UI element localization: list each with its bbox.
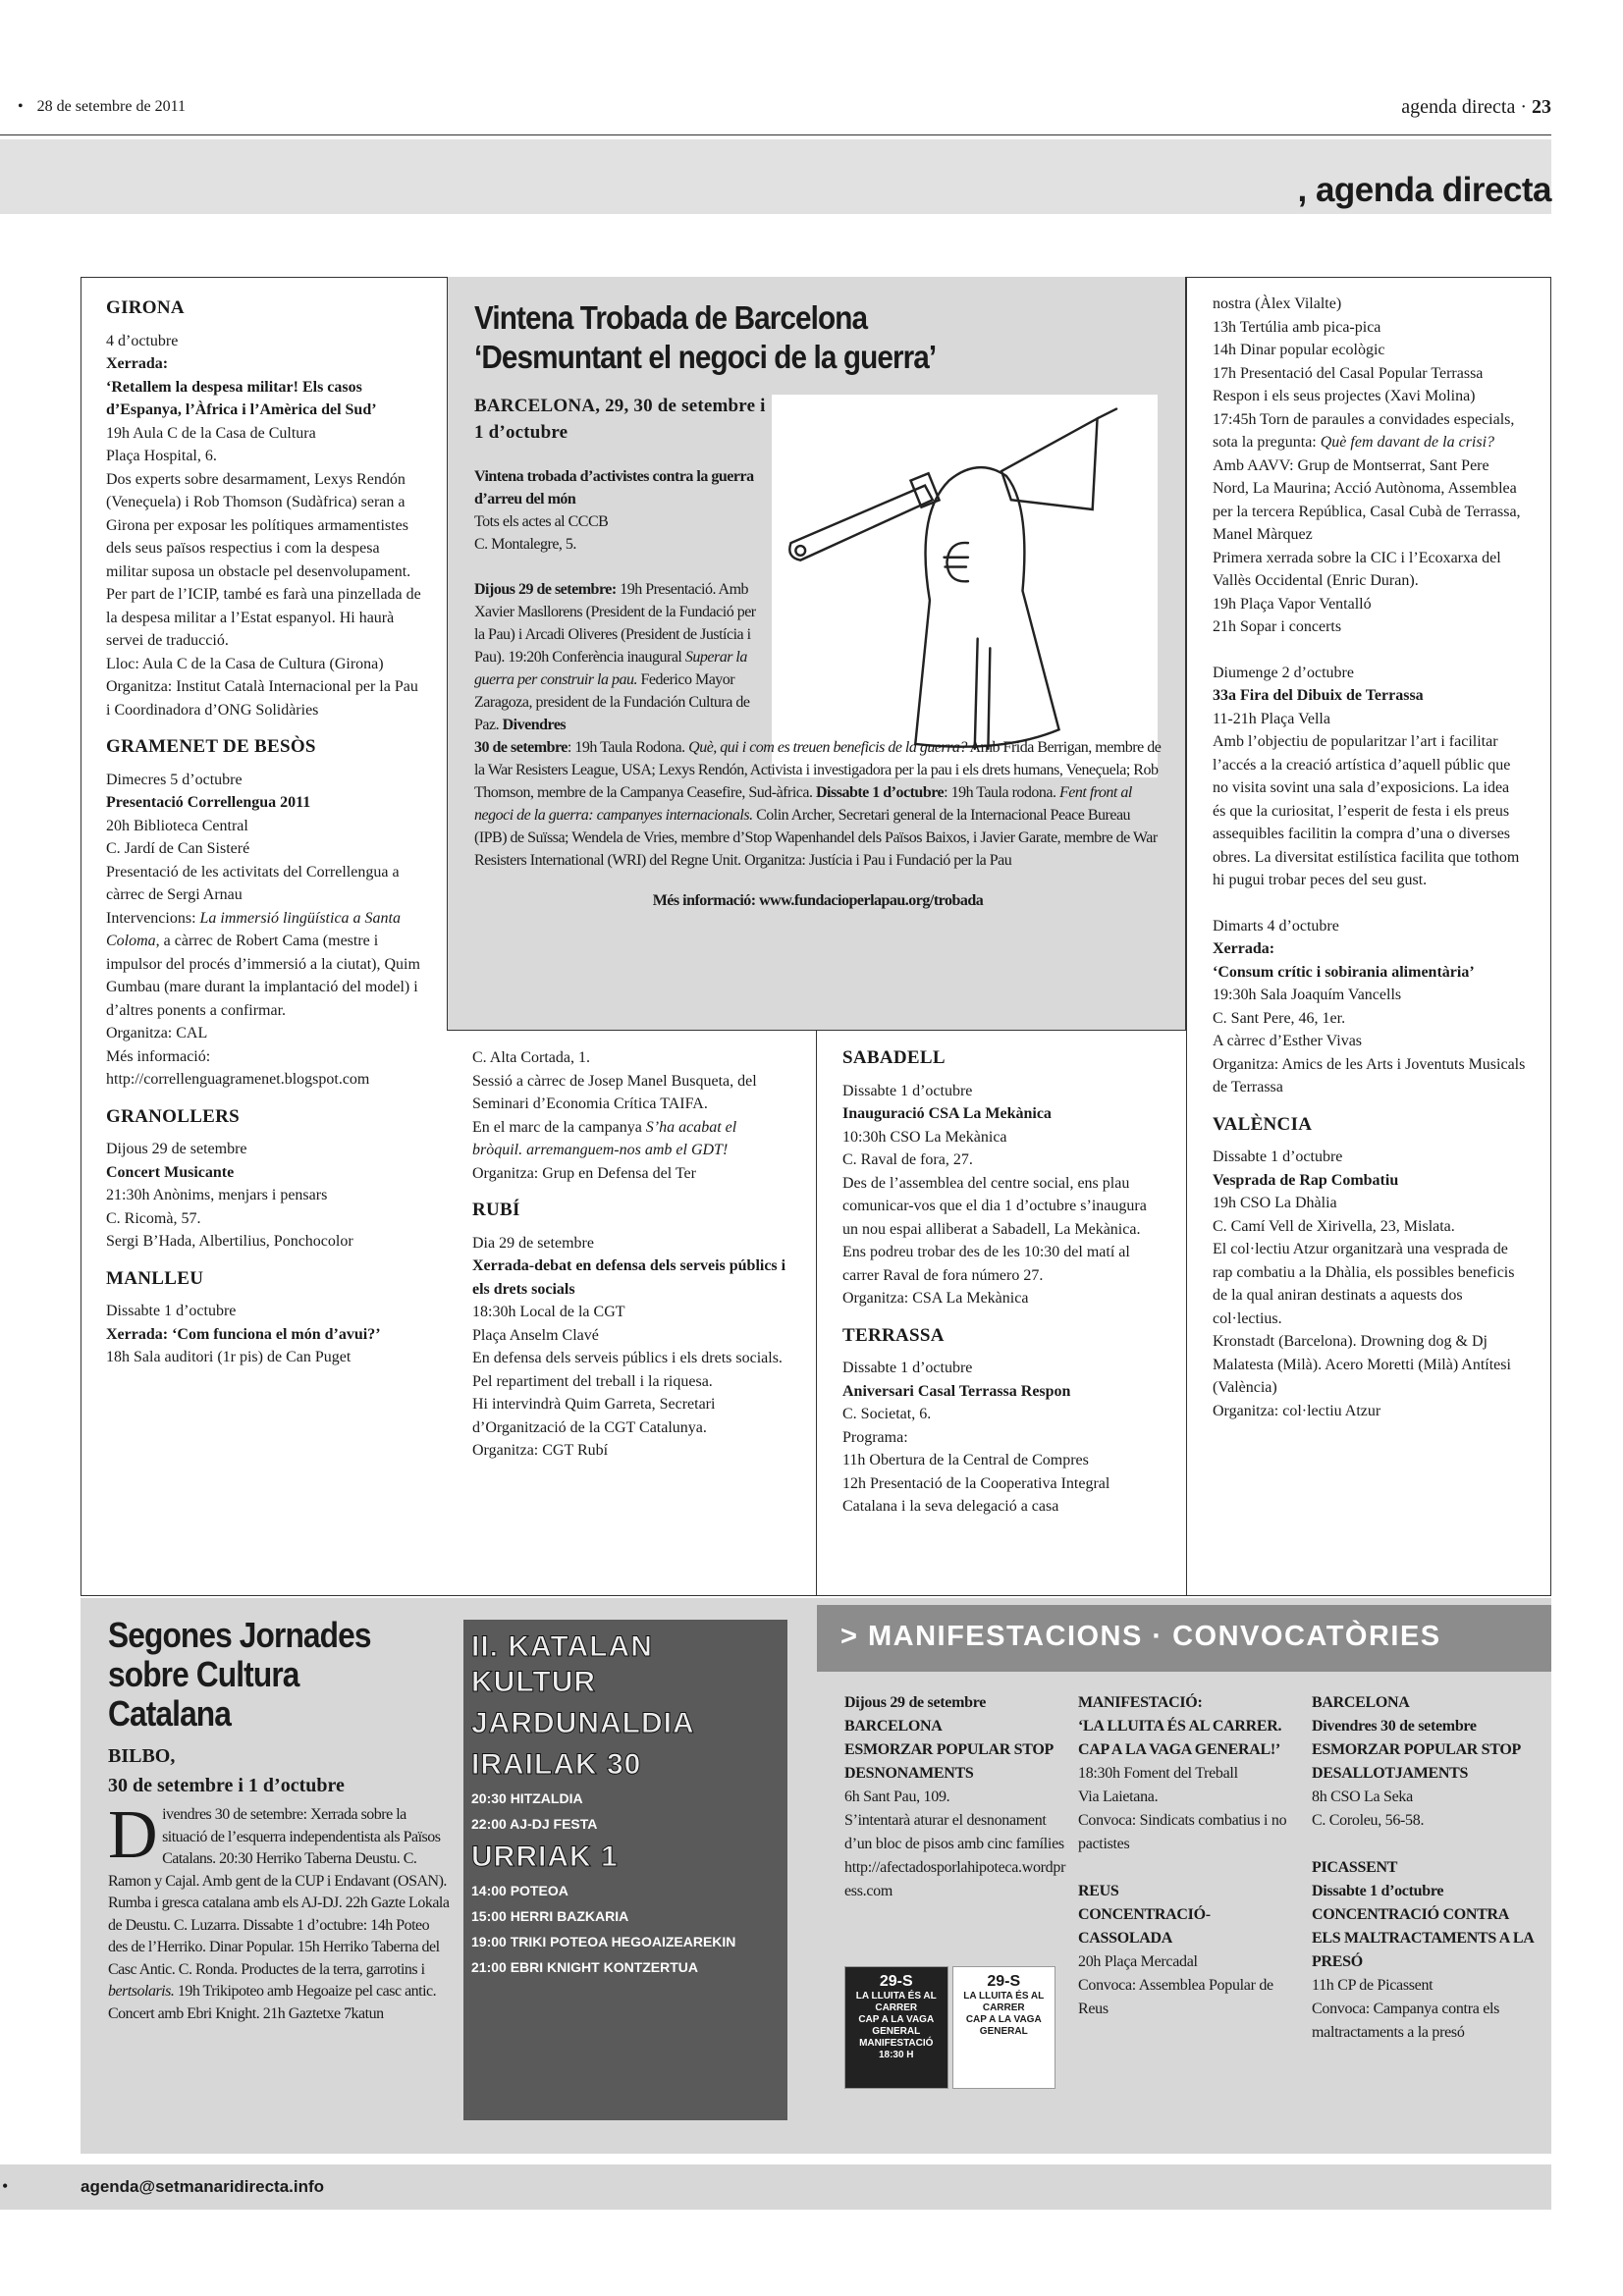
spacer <box>474 556 1162 578</box>
event-title: Xerrada: ‘Com funciona el món d’avui?’ <box>106 1325 381 1343</box>
event-title: Xerrada: <box>1213 940 1275 957</box>
text-line: 18:30h Local de la CGT <box>472 1304 625 1320</box>
text-line: Via Laietana. <box>1078 1789 1159 1805</box>
issue-date <box>18 98 186 116</box>
poster-text: 29-S <box>879 1973 913 1990</box>
feature-title-line-1: Vintena Trobada de Barcelona <box>474 299 868 336</box>
text-run: 19h Presentació. Amb Xavier Masllorens (President de la Fundació per la Pau) i Arcadi Oliveres (President de Justícia i Pau). 19:20h Conferència inaugural <box>474 581 756 666</box>
bilbo-body <box>108 1797 452 2025</box>
paragraph <box>106 907 421 1023</box>
text-run: En el marc de la campanya <box>472 1118 646 1136</box>
text-line: Amb l’objectiu de popularitzar l’art i facilitar l’accés a la creació artística d’aquell públic que no visita sovint una sala d’exposicions. La idea és que la curiositat, l’esperit de festa i els preus assequibles facilitin la compra d’una o diverses obres. La diversitat estilística facilita que tothom hi pugui trobar peces del seu gust. <box>1213 733 1520 888</box>
bullet-icon: • <box>18 98 24 115</box>
text-run: Superar la guerra per construir la pau. <box>474 649 747 688</box>
text-run: : 19h Taula Rodona. <box>567 739 689 756</box>
event-title: Inauguració CSA La Mekànica <box>842 1105 1052 1122</box>
text-line: C. Sant Pere, 46, 1er. <box>1213 1009 1346 1027</box>
poster-text: LA LLUITA ÉS AL CARRER <box>855 1991 937 2013</box>
poster-text: URRIAK 1 <box>471 1841 619 1873</box>
spacer <box>1213 892 1526 915</box>
text-line: C. Camí Vell de Xirivella, 23, Mislata. <box>1213 1217 1455 1235</box>
event-title: Xerrada: <box>106 355 169 372</box>
text-line: Dos experts sobre desarmament, Lexys Rendón (Veneçuela) i Rob Thomson (Sudàfrica) seran a Girona per exposar les polítiques armamentistes dels seus països respectius i com la despesa militar suposa un obstacle pel desenvolupament. Per part de l’ICIP, també es farà una pinzellada de la despesa militar a l’Estat espanyol. Hi haurà servei de traducció. <box>106 470 421 649</box>
header-rule <box>0 134 1551 135</box>
text-line: Des de l’assemblea del centre social, ens plau comunicar-vos que el dia 1 d’octubre s’inaugura un nou espai alliberat a Sabadell, La Mekànica. Ens podreu trobar des de les 10:30 del matí al carrer Raval de fora número 27. <box>842 1174 1147 1284</box>
text-line: 11h CP de Picassent <box>1312 1977 1434 1994</box>
text-line: 19h CSO La Dhàlia <box>1213 1195 1337 1211</box>
poster-29s-1 <box>844 1966 948 2089</box>
bilbo-title-line: sobre Cultura <box>108 1654 299 1694</box>
feature-body <box>474 465 1162 912</box>
text-line: Kronstadt (Barcelona). Drowning dog & Dj Malatesta (Milà). Acero Moretti (Milà) Antítesi (València) <box>1213 1333 1511 1396</box>
page-number: 23 <box>1532 96 1551 118</box>
text-run: 17:45h Torn de paraules a convidades especials, sota la pregunta: <box>1213 410 1515 451</box>
event-title: Xerrada-debat en defensa dels serveis públics i els drets socials <box>472 1257 786 1298</box>
text-line: 12h Presentació de la Cooperativa Integral Catalana i la seva delegació a casa <box>842 1474 1110 1515</box>
event-title: BARCELONA <box>844 1718 943 1735</box>
text-line: Dissabte 1 d’octubre <box>106 1303 237 1319</box>
text-line: C. Alta Cortada, 1. <box>472 1049 590 1066</box>
text-line: C. Montalegre, 5. <box>474 536 576 553</box>
text-line: Primera xerrada sobre la CIC i l’Ecoxarxa del Vallès Occidental (Enric Duran). <box>1213 549 1501 589</box>
event-title: CONCENTRACIÓ-CASSOLADA <box>1078 1906 1211 1947</box>
city-heading: SABADELL <box>842 1047 946 1068</box>
event-title: 33a Fira del Dibuix de Terrassa <box>1213 687 1424 704</box>
text-line: 14h Dinar popular ecològic <box>1213 342 1385 358</box>
feature-box <box>447 277 1186 1031</box>
text-run: Federico Mayor Zaragoza, president de la Fundación Cultura de Paz. <box>474 671 750 733</box>
event-title: Presentació Correllengua 2011 <box>106 794 311 811</box>
agenda-column-1 <box>81 277 447 1385</box>
text-line: Plaça Anselm Clavé <box>472 1326 599 1344</box>
text-line: 6h Sant Pau, 109. <box>844 1789 950 1805</box>
text-line: Organitza: CGT Rubí <box>472 1442 609 1459</box>
event-title: ESMORZAR POPULAR STOP DESNONAMENTS <box>844 1741 1054 1782</box>
text-line: Sessió a càrrec de Josep Manel Busqueta, del Seminari d’Economia Crítica TAIFA. <box>472 1072 757 1112</box>
text-line: nostra (Àlex Vilalte) <box>1213 295 1342 312</box>
event-title: PICASSENT <box>1312 1859 1398 1876</box>
spacer <box>1312 1833 1536 1856</box>
drop-cap: D <box>108 1797 158 1873</box>
poster-text: 29-S <box>987 1973 1021 1990</box>
paragraph <box>474 736 1162 872</box>
text-line: Organitza: CSA La Mekànica <box>842 1290 1029 1307</box>
more-info-link[interactable]: Més informació: www.fundacioperlapau.org/trobada <box>652 892 984 909</box>
event-title: BARCELONA <box>1312 1694 1410 1711</box>
text-line: Dissabte 1 d’octubre <box>1213 1148 1343 1165</box>
poster-text: LA LLUITA ÉS AL CARRER <box>963 1991 1045 2013</box>
poster-text: IRAILAK 30 <box>471 1748 642 1781</box>
text-line: 20h Plaça Mercadal <box>1078 1953 1198 1970</box>
poster-text: II. KATALAN KULTUR <box>471 1630 653 1698</box>
poster-text: CAP A LA VAGA GENERAL <box>858 2014 935 2037</box>
text-line: 11-21h Plaça Vella <box>1213 710 1330 727</box>
text-run: Dijous 29 de setembre: <box>474 581 617 598</box>
agenda-column-3 <box>817 1031 1186 1596</box>
text-line: Dimarts 4 d’octubre <box>1213 917 1339 934</box>
agenda-column-2 <box>447 1031 817 1596</box>
feature-subtitle: BARCELONA, 29, 30 de setembre i 1 d’octubre <box>474 396 766 443</box>
text-run: La immersió lingüística a Santa Coloma <box>106 909 401 949</box>
text-line: 21:30h Anònims, menjars i pensars <box>106 1187 328 1203</box>
manif-column-1 <box>844 1691 1068 1903</box>
event-title: ‘Consum crític i sobirania alimentària’ <box>1213 963 1475 981</box>
text-run: , a càrrec de Robert Cama (mestre i impulsor del procés d’immersió a la ciutat), Quim Gumbau (mare durant la implantació del model) i d’altres ponents a confirmar. <box>106 933 420 1019</box>
bilbo-text-italic: bertsolaris. <box>108 1983 175 2000</box>
text-line: Lloc: Aula C de la Casa de Cultura (Girona) <box>106 655 384 672</box>
text-line: C. Jardí de Can Sisteré <box>106 840 250 857</box>
text-run: : 19h Taula rodona. <box>944 784 1060 801</box>
text-line: 21h Sopar i concerts <box>1213 618 1342 635</box>
text-line: Organitza: col·lectiu Atzur <box>1213 1402 1381 1419</box>
event-title: Vesprada de Rap Combatiu <box>1213 1171 1399 1189</box>
city-heading: MANLLEU <box>106 1267 204 1289</box>
spacer <box>1078 1856 1302 1880</box>
bilbo-title-line: Segones Jornades <box>108 1615 371 1655</box>
poster-text: 14:00 POTEOA <box>471 1883 568 1898</box>
bilbo-title-line: Catalana <box>108 1693 232 1734</box>
event-title: Dijous 29 de setembre <box>844 1694 987 1711</box>
event-title: CONCENTRACIÓ CONTRA ELS MALTRACTAMENTS A LA PRESÓ <box>1312 1906 1534 1970</box>
text-line: Dissabte 1 d’octubre <box>842 1082 973 1099</box>
bullet-icon: • <box>2 2176 9 2196</box>
text-line: Organitza: CAL <box>106 1025 208 1041</box>
event-title: ESMORZAR POPULAR STOP DESALLOTJAMENTS <box>1312 1741 1521 1782</box>
bilbo-text-end: 19h Trikipoteo amb Hegoaize pel casc antic. Concert amb Ebri Knight. 21h Gaztetxe 7katun <box>108 1983 437 2022</box>
bilbo-place: BILBO, <box>108 1745 176 1767</box>
agenda-column-4 <box>1186 277 1551 1596</box>
poster-text: 20:30 HITZALDIA <box>471 1790 583 1806</box>
text-line: 4 d’octubre <box>106 332 179 349</box>
text-line: 18:30h Foment del Treball <box>1078 1765 1238 1782</box>
poster-text: CAP A LA VAGA GENERAL <box>965 2014 1042 2037</box>
text-run: Dissabte 1 d’octubre <box>815 784 945 801</box>
manif-column-3 <box>1312 1691 1536 2045</box>
city-heading: TERRASSA <box>842 1324 945 1346</box>
text-line: 17h Presentació del Casal Popular Terrassa Respon i els seus projectes (Xavi Molina) <box>1213 364 1484 404</box>
poster-text: JARDUNALDIA <box>471 1707 695 1739</box>
bilbo-text: ivendres 30 de setembre: Xerrada sobre la situació de l’esquerra independentista als Països Catalans. 20:30 Herriko Taberna Deustu. C. Ramon y Cajal. Amb gent de la CUP i Endavant (OSAN). Rumba i gresca catalana amb els AJ-DJ. 22h Gazte Lokala de Deustu. C. Luzarra. Dissabte 1 d’octubre: 14h Poteo des de l’Herriko. Dinar Popular. 15h Herriko Taberna del Casc Antic. C. Ronda. Productes de la terra, garrotins i <box>108 1806 450 1978</box>
text-line: Hi intervindrà Quim Garreta, Secretari d’Organització de la CGT Catalunya. <box>472 1396 716 1436</box>
text-line: Programa: <box>842 1428 908 1446</box>
text-line: 19:30h Sala Joaquím Vancells <box>1213 987 1402 1003</box>
text-line: Organitza: Grup en Defensa del Ter <box>472 1164 696 1182</box>
event-title: Divendres 30 de setembre <box>1312 1718 1477 1735</box>
bilbo-subtitle <box>108 1741 345 1800</box>
poster-text: MANIFESTACIÓ 18:30 H <box>859 2038 934 2060</box>
section-name: agenda directa <box>1401 96 1516 118</box>
event-title: ‘Retallem la despesa militar! Els casos d’Espanya, l’Àfrica i l’Amèrica del Sud’ <box>106 378 377 418</box>
text-line: El col·lectiu Atzur organitzarà una vesprada de rap combatiu a la Dhàlia, els possibles beneficis de la qual aniran destinats a aquests dos col·lectius. <box>1213 1241 1515 1327</box>
event-title: ‘LA LLUITA ÉS AL CARRER. CAP A LA VAGA GENERAL!’ <box>1078 1718 1282 1758</box>
text-line: 13h Tertúlia amb pica-pica <box>1213 318 1381 336</box>
text-run: Colin Archer, Secretari general de la Internacional Peace Bureau (IPB) de Suïssa; Wendela de Vries, membre d’Stop Wapenhandel dels Països Baixos, i Javier Garate, membre de War Resisters International (WRI) del Regne Unit. Organitza: Justícia i Pau i Fundació per la Pau <box>474 807 1158 869</box>
text-line: Més informació: http://correllenguagramenet.blogspot.com <box>106 1047 370 1088</box>
text-line: S’intentarà aturar el desnonament d’un bloc de pisos amb cinc famílies <box>844 1812 1064 1852</box>
feature-body-text <box>474 465 1162 872</box>
text-line: En defensa dels serveis públics i els drets socials. Pel repartiment del treball i la riquesa. <box>472 1350 783 1390</box>
text-line: Dia 29 de setembre <box>472 1234 594 1252</box>
text-line: Convoca: Sindicats combatius i no pactistes <box>1078 1812 1287 1852</box>
paragraph <box>474 578 764 736</box>
contact-email-link[interactable]: agenda@setmanaridirecta.info <box>81 2177 325 2196</box>
poster-text: 19:00 TRIKI POTEOA HEGOAIZEAREKIN <box>471 1934 736 1949</box>
event-title: REUS <box>1078 1883 1119 1899</box>
text-line: Organitza: Institut Català Internacional per la Pau i Coordinadora d’ONG Solidàries <box>106 678 418 719</box>
paragraph <box>1213 408 1526 454</box>
text-run: Què fem davant de la crisi? <box>1320 434 1495 451</box>
bilbo-dates: 30 de setembre i 1 d’octubre <box>108 1775 345 1796</box>
poster-text: 15:00 HERRI BAZKARIA <box>471 1908 629 1924</box>
text-run: 30 de setembre <box>474 739 568 756</box>
text-line: 10:30h CSO La Mekànica <box>842 1128 1007 1146</box>
city-heading: GRANOLLERS <box>106 1105 241 1127</box>
poster-text: 21:00 EBRI KNIGHT KONTZERTUA <box>471 1959 699 1975</box>
event-title: Concert Musicante <box>106 1163 235 1181</box>
event-title: MANIFESTACIÓ: <box>1078 1694 1203 1711</box>
text-line: C. Societat, 6. <box>842 1406 932 1422</box>
text-line: Diumenge 2 d’octubre <box>1213 664 1354 681</box>
text-line: 20h Biblioteca Central <box>106 817 248 834</box>
text-run: S’ha acabat el bròquil. arremanguem-nos amb el GDT! <box>472 1118 737 1158</box>
bottom-section <box>81 1598 1551 2154</box>
event-title: Vintena trobada d’activistes contra la guerra d’arreu del món <box>474 468 754 507</box>
feature-title-line-2: ‘Desmuntant el negoci de la guerra’ <box>474 339 937 375</box>
city-heading: GIRONA <box>106 297 185 318</box>
text-run: Què, qui i com es treuen beneficis de la guerra? <box>688 739 967 756</box>
footer-bar <box>0 2164 1551 2210</box>
manifestacions-header: > MANIFESTACIONS · CONVOCATÒRIES <box>817 1605 1551 1672</box>
event-title: Dissabte 1 d’octubre <box>1312 1883 1444 1899</box>
section-band <box>0 139 1551 214</box>
text-line: C. Ricomà, 57. <box>106 1209 201 1227</box>
text-line: 19h Plaça Vapor Ventalló <box>1213 595 1372 613</box>
event-title: Aniversari Casal Terrassa Respon <box>842 1382 1071 1400</box>
text-run: Amb Frida Berrigan, membre de la War Resisters League, USA; Lexys Rendón, Activista i investigadora per la pau i els drets humans, Veneçuela; Rob Thomson, membre de la Campanya Ceasefire, Sud-àfrica. <box>474 739 1162 801</box>
text-line: A càrrec d’Esther Vivas <box>1213 1033 1363 1049</box>
text-line: 11h Obertura de la Central de Compres <box>842 1452 1089 1468</box>
manif-column-2 <box>1078 1691 1302 2021</box>
page-label: agenda directa · 23 <box>1401 96 1551 118</box>
text-line: Dijous 29 de setembre <box>106 1141 247 1157</box>
spacer <box>1213 639 1526 662</box>
text-line: Plaça Hospital, 6. <box>106 448 217 464</box>
text-run: Intervencions: <box>106 909 200 927</box>
date-text: 28 de setembre de 2011 <box>36 98 186 115</box>
paragraph <box>472 1116 790 1162</box>
text-run: Divendres <box>502 717 567 733</box>
text-line: C. Coroleu, 56-58. <box>1312 1812 1425 1829</box>
text-line: Convoca: Campanya contra els maltractaments a la presó <box>1312 2001 1500 2041</box>
text-line: Dimecres 5 d’octubre <box>106 771 243 788</box>
text-run: Fent front al negoci de la guerra: campanyes internacionals. <box>474 784 1132 824</box>
text-line: Presentació de les activitats del Correllengua a càrrec de Sergi Arnau <box>106 863 400 903</box>
text-line: Tots els actes al CCCB <box>474 513 609 530</box>
text-line: http://afectadosporlahipoteca.wordpress.com <box>844 1859 1066 1899</box>
text-line: Sergi B’Hada, Albertilius, Ponchocolor <box>106 1233 353 1250</box>
text-line: Amb AAVV: Grup de Montserrat, Sant Pere Nord, La Maurina; Acció Autònoma, Assemblea per la tercera República, Casal Cubà de Terrassa, Manel Màrquez <box>1213 456 1521 543</box>
city-heading: VALÈNCIA <box>1213 1113 1313 1135</box>
jardunaldia-poster <box>463 1620 787 2120</box>
text-line: C. Raval de fora, 27. <box>842 1151 973 1168</box>
city-heading: GRAMENET DE BESÒS <box>106 736 316 757</box>
poster-text: 22:00 AJ-DJ FESTA <box>471 1816 598 1832</box>
text-line: 19h Aula C de la Casa de Cultura <box>106 424 316 442</box>
text-line: Dissabte 1 d’octubre <box>842 1360 973 1376</box>
section-title: , agenda directa <box>1297 171 1551 209</box>
text-line: Organitza: Amics de les Arts i Joventuts Musicals de Terrassa <box>1213 1055 1526 1095</box>
feature-title <box>474 298 936 377</box>
poster-29s-2 <box>952 1966 1056 2089</box>
text-line: 18h Sala auditori (1r pis) de Can Puget <box>106 1349 352 1365</box>
text-line: 8h CSO La Seka <box>1312 1789 1413 1805</box>
vaga-general-posters <box>844 1966 1055 2089</box>
text-line: Convoca: Assemblea Popular de Reus <box>1078 1977 1273 2017</box>
bilbo-title <box>108 1616 371 1734</box>
city-heading: RUBÍ <box>472 1200 520 1220</box>
